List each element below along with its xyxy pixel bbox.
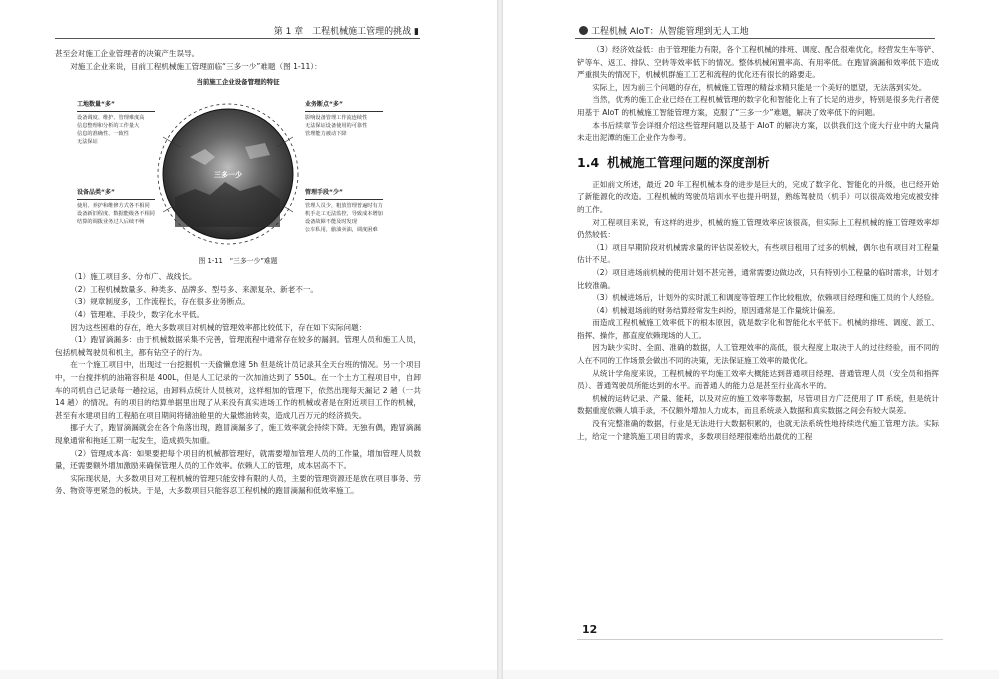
quadrant-item: 设备调度、维护、管理难度高 (77, 115, 145, 122)
body-text (55, 271, 421, 498)
paragraph: （1）跑冒滴漏多：由于机械数据采集不完善，管理流程中通常存在较多的漏洞。管理人员和施工人员，包括机械驾驶员和机主，都有钻空子的行为。 (55, 335, 421, 357)
page-number: 12 (582, 623, 598, 636)
paragraph: 当然，优秀的施工企业已经在工程机械管理的数字化和智能化上有了长足的进步，特别是很多先行者使用基于 AIoT 的机械施工智能管理方案，克服了“三多一少”难题，解决了效率低下的问题。 (577, 95, 939, 117)
section-heading (577, 153, 939, 171)
paragraph: 从统计学角度来说，工程机械的平均施工效率大概能达到普通项目经理、普通管理人员（安全员和指挥员）、普通驾驶员所能达到的水平。而普通人的能力总是甚至行业高水平的。 (577, 368, 939, 391)
paragraph: （3）机械进场后，计划外的实时派工和调度等管理工作比较粗放，依赖项目经理和施工员的个人经验。 (592, 293, 939, 303)
quadrant-item: 信息整理和分析的工作量大 (77, 123, 140, 130)
paragraph: 没有完整准确的数据，行业是无法进行大数据积累的，也就无法系统性地持续迭代施工管理方法。实际上，给定一个建筑施工项目的需求，多数项目经理很难给出最优的工程 (577, 419, 939, 441)
paragraph: 而造成工程机械施工效率低下的根本原因，就是数字化和智能化水平低下。机械的排班、调度、派工、指挥、操作，都直度依赖现场的人工。 (577, 318, 939, 340)
quadrant-equipment (77, 189, 155, 226)
paragraph: （4）管理难、手段少，数字化水平低。 (70, 309, 205, 319)
quadrant-item: 管理能力被动下降 (305, 131, 347, 138)
quadrant-heading: 业务断点“多” (305, 101, 383, 112)
paragraph: 对工程项目来说，有这样的进步，机械的施工管理效率应该很高，但实际上工程机械的施工管理效率却仍然较低： (577, 217, 939, 240)
quadrant-breakpoints (305, 101, 383, 138)
section-title: 机械施工管理问题的深度剖析 (607, 154, 770, 170)
paragraph: 因为缺少实时、全面、准确的数据，人工管理效率的高低，很大程度上取决于人的过往经验，而不同的人在不同的工作场景会做出不同的决策，无法保证施工效率的最优化。 (577, 343, 939, 366)
header-rule (575, 38, 935, 39)
figure-title: 当前施工企业设备管理的特征 (196, 78, 280, 87)
quadrant-item: 结算的调拨业务过人后续不畅 (77, 219, 145, 226)
header-rule (55, 38, 420, 39)
footer-rule (577, 639, 943, 640)
left-page (0, 0, 497, 670)
paragraph: 正如前文所述，最近 20 年工程机械本身的进步是巨大的，完成了数字化、智能化的升级，也已经开始了新能源化的改造。工程机械的驾驶员培训水平也提升明显，熟练驾驶员（机手）可以很高效地完成被安排的工作。 (577, 179, 939, 214)
paragraph: 机械的运转记录、产量、能耗，以及对应的施工效率等数据，尽管项目方广泛使用了 IT 系统，但是统计数据重度依赖人填手录，不仅额外增加人力成本，而且系统录入数据和真实数据之间会有较大误差。 (577, 393, 939, 416)
paragraph: （3）规章制度多，工作流程长，存在很多业务断点。 (70, 297, 250, 307)
paragraph: （4）机械退场前的财务结算经常发生纠纷，原因通常是工作量统计偏差。 (592, 305, 841, 315)
paragraph: （1）项目早期阶段对机械需求量的评估误差较大，有些项目租用了过多的机械，偶尔也有项目对工程量估计不足。 (577, 242, 939, 265)
paragraph: 因为这些困难的存在，绝大多数项目对机械的管理效率都比较低下，存在如下实际问题： (70, 322, 367, 332)
paragraph: 在一个施工项目中，出现过一台挖掘机一天偷懒怠速 5h 但是统计员记录其全天台班的情况。另一个项目中，一台搅拌机的油箱容积是 400L，但是人工记录的一次加油达到了 550L。在一个土方工程项目中，自卸车的司机自己记录每一趟拉运，由卸料点统计人员核对，这样相加的管理下，依然出现每天漏记 2 趟（一共 14 趟）的情况。有的项目的结算单据里出现了从来没有真实进场工作的机械或者是在附近项目工作的机械，甚至有水建项目的工程船在项目期间将储油舱里的大量燃油转卖，造成几百万元的经济损失。 (55, 360, 421, 420)
paragraph: （2）项目进场前机械的使用计划不甚完善，通常需要边做边改，只有特别小工程量的临时需求，计划才比较准确。 (577, 267, 939, 290)
quadrant-item: 设备故障不能及时发现 (305, 219, 357, 226)
paragraph: 本书后续章节会详细介绍这些管理问题以及基于 AIoT 的解决方案，以供我们这个庞大行业中的大量尚未走出泥潭的施工企业作为参考。 (577, 120, 939, 143)
quadrant-item: 无法保证设备使用的可靠性 (305, 123, 368, 130)
paragraph: 实际上，因为前三个问题的存在，机械施工管理的精益求精只能是一个美好的愿望，无法落到实处。 (592, 82, 927, 92)
paragraph: 对施工企业来说，目前工程机械施工管理面临“三多一少”难题（图 1-11）： (70, 61, 322, 71)
running-head: 第 1 章 工程机械施工管理的挑战 ▮ (273, 27, 419, 37)
paragraph: （3）经济效益低：由于管理能力有限，各个工程机械的排班、调度、配合很难优化，经营发生车等铲、铲等车、返工、排队、空转等效率低下的情况。整体机械闲置率高、有用率低。在跑冒滴漏和效率低下造成严重损失的情况下，机械机群施工工艺和流程的优化还有很长的路要走。 (577, 45, 939, 80)
book-logo-icon (579, 26, 588, 35)
running-head-text: 工程机械 AIoT：从智能管理到无人工地 (591, 27, 749, 37)
quadrant-item: 设备新旧程度、数据能级各不相同 (77, 211, 155, 218)
figure-1-11 (55, 77, 421, 253)
quadrant-sites (77, 101, 155, 146)
quadrant-item: 机手走工无法监控，导致成本增加 (305, 211, 383, 218)
quadrant-heading: 管理手段“少” (305, 189, 383, 200)
paragraph: 挪子大了，跑冒滴漏就会在各个角落出现，跑冒滴漏多了，施工效率就会持续下降。无独有偶，跑冒滴漏现象通常和拖延工期一起发生，造成损失加重。 (55, 423, 421, 445)
center-label: 三多一少 (214, 171, 242, 180)
quadrant-item: 信息的准确性、一致性 (77, 131, 129, 138)
right-column (577, 44, 939, 443)
quadrant-item: 使用、养护和维修方式各不相同 (77, 203, 150, 210)
quadrant-heading: 设备品类“多” (77, 189, 155, 200)
paragraph: （2）工程机械数量多、种类多、品牌多、型号多、来源复杂、新老不一。 (70, 284, 319, 294)
running-head (579, 24, 749, 37)
quadrant-item: 影响设备管理工作流连续性 (305, 115, 368, 122)
section-number: 1.4 (577, 154, 600, 170)
quadrant-item: 公车私用，偷油卖油，调度困难 (305, 227, 378, 234)
quadrant-means (305, 189, 383, 234)
left-column (55, 48, 421, 498)
paragraph: （2）管理成本高：如果要把每个项目的机械都管理好，就需要增加管理人员的工作量，增加管理人员数量，还需要额外增加激励来确保管理人员的工作效率。依赖人工的管理，成本居高不下。 (55, 448, 421, 471)
paragraph: （1）施工项目多、分布广、战线长。 (70, 272, 197, 282)
paragraph: 实际现状是，大多数项目对工程机械的管理只能安排有限的人员，主要的管理资源还是放在项目事务、劳务、物资等更紧急的板块。于是，大多数项目只能容忍工程机械的跑冒滴漏和低效率施工。 (55, 473, 421, 496)
paragraph: 甚至会对施工企业管理者的决策产生误导。 (55, 49, 200, 58)
quadrant-item: 管理人员少，粗放管理普遍时有力 (305, 203, 383, 210)
right-page (503, 0, 999, 670)
quadrant-heading: 工地数量“多” (77, 101, 155, 112)
quadrant-item: 无法保证 (77, 139, 98, 146)
figure-caption: 图 1-11 “三多一少”难题 (198, 257, 278, 266)
